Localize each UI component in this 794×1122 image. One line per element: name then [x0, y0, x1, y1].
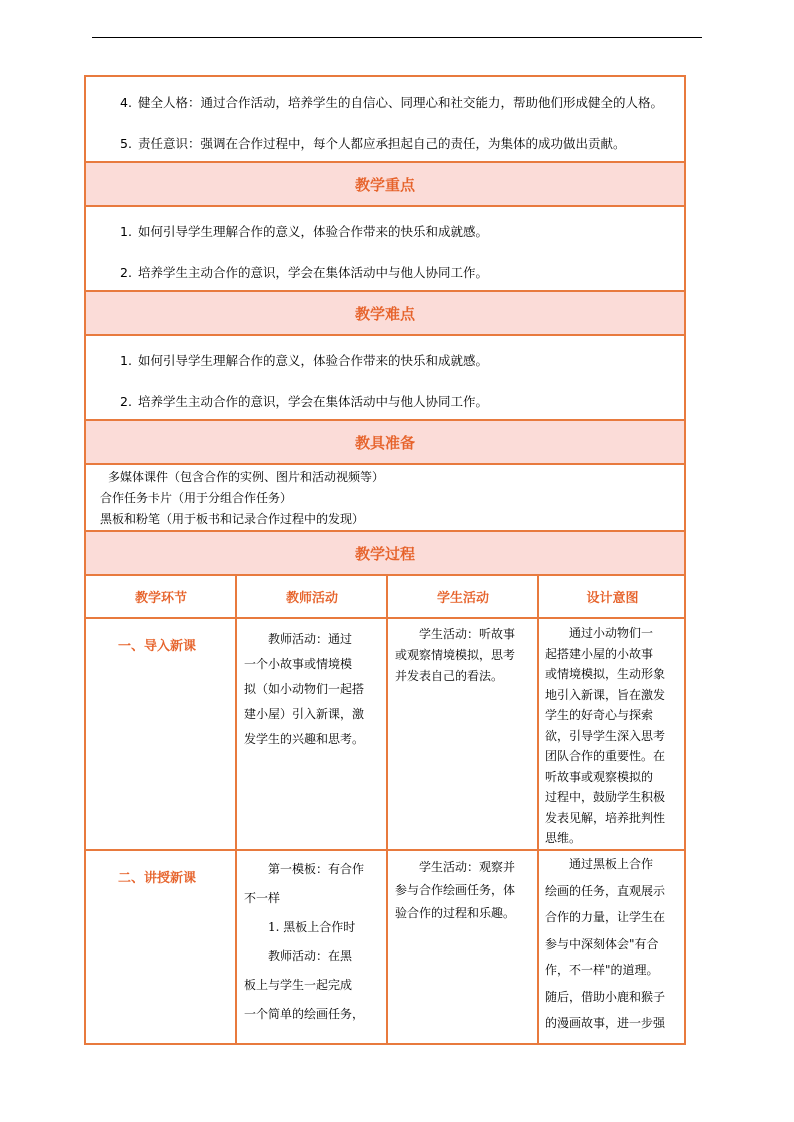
column-header: 教师活动	[285, 591, 338, 606]
materials-body	[86, 465, 684, 532]
student-activity: 学生活动：观察并 参与合作绘画任务，体 验合作的过程和乐趣。	[395, 860, 516, 920]
column-divider	[386, 619, 388, 849]
column-header: 设计意图	[586, 591, 639, 606]
column-divider	[537, 619, 539, 849]
student-activity: 学生活动：听故事 或观察情境模拟，思考 并发表自己的看法。	[395, 627, 516, 683]
key-point-item: 2. 培养学生主动合作的意识，学会在集体活动中与他人协同工作。	[120, 265, 489, 280]
process-header	[86, 532, 684, 576]
difficulty-item: 2. 培养学生主动合作的意识，学会在集体活动中与他人协同工作。	[120, 394, 489, 409]
design-intent: 通过黑板上合作 绘画的任务，直观展示 合作的力量，让学生在 参与中深刻体会"有合 作，不一样"的道理。 随后，借助小鹿和猴子 的漫画故事，进一步强	[545, 857, 666, 1030]
key-points-header	[86, 163, 684, 207]
objective-item: 4. 健全人格：通过合作活动，培养学生的自信心、同理心和社交能力，帮助他们形成健全的人格。	[120, 95, 664, 110]
stage-label: 一、导入新课	[118, 639, 197, 654]
section-title: 教具准备	[354, 433, 415, 452]
key-point-item: 1. 如何引导学生理解合作的意义，体验合作带来的快乐和成就感。	[120, 224, 489, 239]
design-intent: 通过小动物们一 起搭建小屋的小故事 或情境模拟，生动形象 地引入新课，旨在激发 学生的好奇心与探索 欲，引导学生深入思考 团队合作的重要性。在 听故事或观察模拟的 过程中，鼓励学生积极 发表见解，培养批判性 思维。	[545, 626, 666, 845]
material-item: 黑板和粉笔（用于板书和记录合作过程中的发现）	[100, 512, 365, 526]
objectives-continuation	[86, 77, 684, 163]
column-header: 教学环节	[134, 591, 187, 606]
material-item: 合作任务卡片（用于分组合作任务）	[100, 491, 293, 505]
difficulty-item: 1. 如何引导学生理解合作的意义，体验合作带来的快乐和成就感。	[120, 353, 489, 368]
objective-item: 5. 责任意识：强调在合作过程中，每个人都应承担起自己的责任，为集体的成功做出贡献。	[120, 136, 626, 151]
difficulties-body	[86, 336, 684, 421]
process-row	[86, 619, 684, 851]
lesson-plan-table	[84, 75, 686, 1045]
section-title: 教学难点	[354, 304, 415, 323]
column-divider	[235, 851, 237, 1043]
column-divider	[386, 851, 388, 1043]
header-rule	[92, 37, 702, 38]
teacher-activity: 第一模板：有合作 不一样 1. 黑板上合作时 教师活动：在黑 板上与学生一起完成 一个简单的绘画任务，	[244, 862, 365, 1021]
column-divider	[235, 619, 237, 849]
teacher-activity: 教师活动：通过 一个小故事或情境模 拟（如小动物们一起搭 建小屋）引入新课，激 发学生的兴趣和思考。	[244, 632, 365, 746]
section-title: 教学重点	[354, 175, 415, 194]
difficulties-header	[86, 292, 684, 336]
key-points-body	[86, 207, 684, 292]
materials-header	[86, 421, 684, 465]
section-title: 教学过程	[354, 544, 415, 563]
column-header: 学生活动	[436, 591, 489, 606]
material-item: 多媒体课件（包含合作的实例、图片和活动视频等）	[108, 470, 385, 484]
process-column-headers	[86, 576, 684, 619]
stage-label: 二、讲授新课	[118, 871, 197, 886]
column-divider	[537, 851, 539, 1043]
process-row	[86, 851, 684, 1043]
